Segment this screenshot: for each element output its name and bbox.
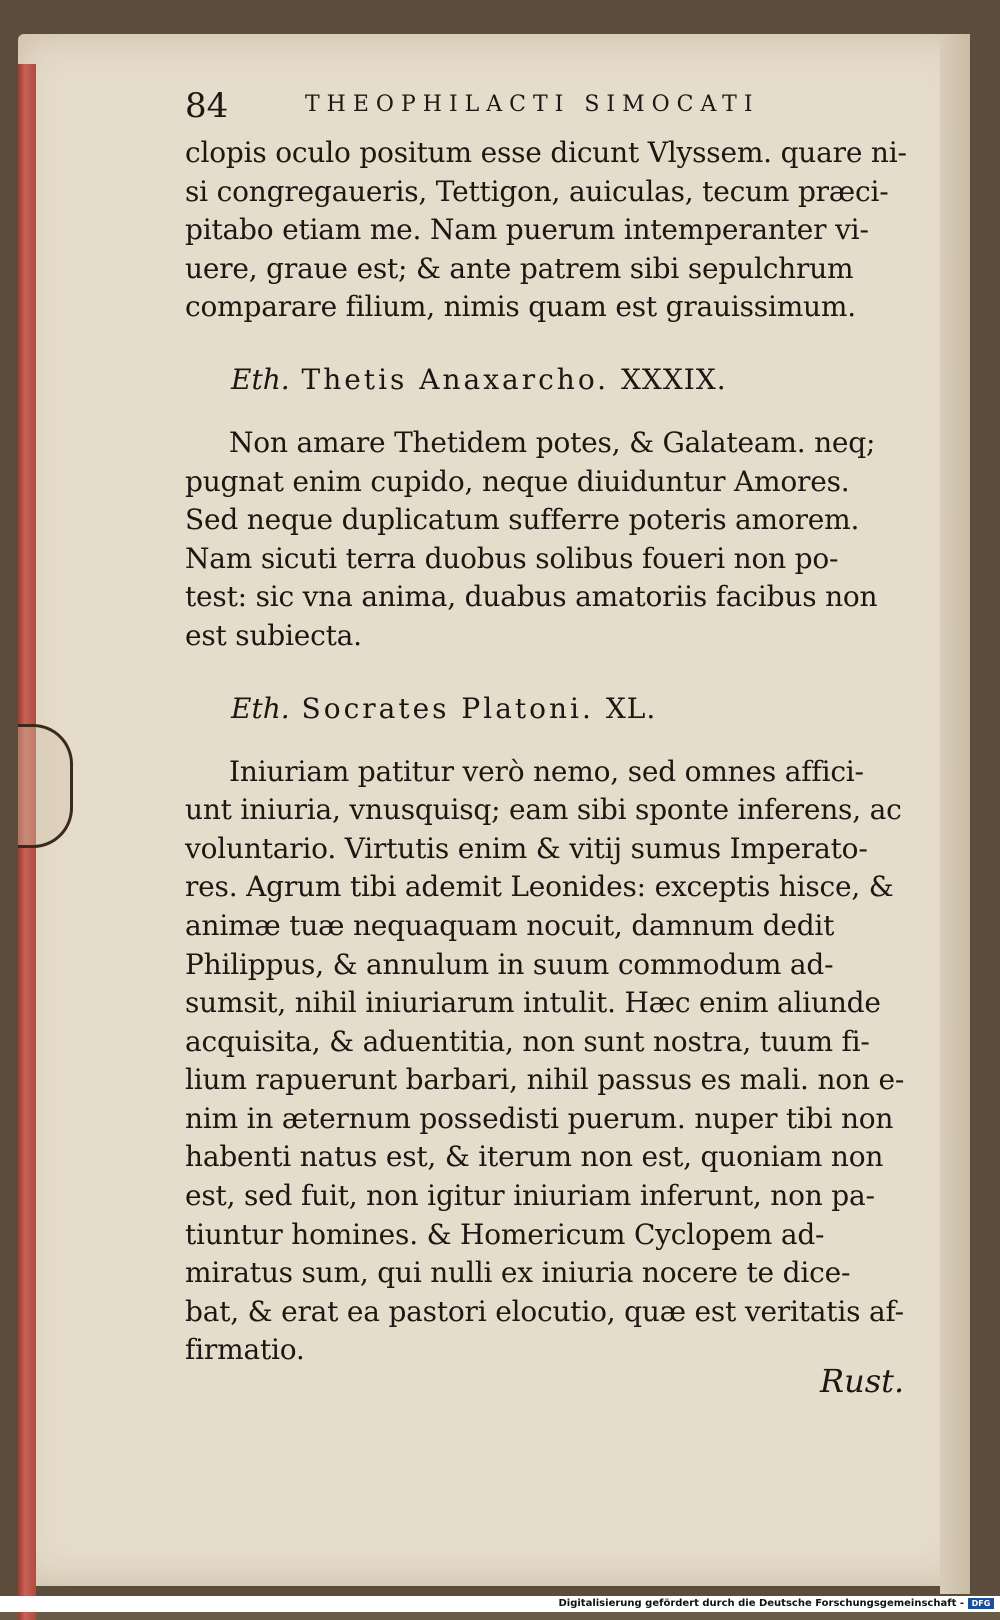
page-header [185,80,915,134]
book-clasp [18,724,73,848]
running-head: THEOPHILACTI SIMOCATI [305,92,760,117]
letter-body [185,424,915,656]
text-line: est subiecta. [185,618,362,652]
text-line: Sed neque duplicatum sufferre poteris amorem. [185,503,860,537]
text-line: Non amare Thetidem potes, & Galateam. neq; [229,425,876,459]
text-line: uere, graue est; & ante patrem sibi sepulchrum [185,251,854,285]
text-line: sumsit, nihil iniuriarum intulit. Hæc enim aliunde [185,986,881,1020]
catchword: Rust. [820,1362,905,1400]
text-line: Iniuriam patitur verò nemo, sed omnes affici- [229,754,864,788]
page-edge-right [940,34,970,1594]
text-line: clopis oculo positum esse dicunt Vlyssem. quare ni- [185,136,907,169]
letter-prefix: Eth. [231,691,290,725]
text-line: voluntario. Virtutis enim & vitij sumus Imperato- [185,831,868,865]
text-line: firmatio. [185,1333,305,1367]
text-line: bat, & erat ea pastori elocutio, quæ est veritatis af- [185,1294,904,1328]
page-number: 84 [185,86,229,126]
text-line: est, sed fuit, non igitur iniuriam inferunt, non pa- [185,1179,875,1213]
text-line: pitabo etiam me. Nam puerum intemperanter vi- [185,213,869,247]
letter-number: XL. [605,691,657,725]
text-line: habenti natus est, & iterum non est, quoniam non [185,1140,884,1174]
text-line: test: sic vna anima, duabus amatoriis facibus non [185,580,878,614]
letter-number: XXXIX. [621,362,727,396]
dfg-logo-icon: DFG [968,1598,994,1609]
text-line: acquisita, & aduentitia, non sunt nostra, tuum fi- [185,1024,870,1058]
funding-credit: Digitalisierung gefördert durch die Deutsche Forschungsgemeinschaft - [558,1598,964,1609]
text-line: miratus sum, qui nulli ex iniuria nocere te dice- [185,1256,851,1290]
text-line: res. Agrum tibi ademit Leonides: exceptis hisce, & [185,870,894,904]
continuation-paragraph [185,134,915,327]
text-line: lium rapuerunt barbari, nihil passus es mali. non e- [185,1063,905,1097]
letter-prefix: Eth. [231,362,290,396]
letter-heading [231,363,915,396]
text-line: nim in æternum possedisti puerum. nuper tibi non [185,1101,894,1135]
text-line: pugnat enim cupido, neque diuiduntur Amores. [185,464,850,498]
letter-title: Thetis Anaxarcho. [301,362,610,396]
text-line: Philippus, & annulum in suum commodum ad- [185,947,834,981]
letter-body [185,753,915,1371]
letter-title: Socrates Platoni. [301,691,594,725]
text-line: Nam sicuti terra duobus solibus foueri non po- [185,541,839,575]
text-line: animæ tuæ nequaquam nocuit, damnum dedit [185,908,835,942]
text-line: si congregaueris, Tettigon, auiculas, tecum præci- [185,174,889,208]
text-line: comparare filium, nimis quam est grauissimum. [185,290,856,324]
text-line: unt iniuria, vnusquisq; eam sibi sponte inferens, ac [185,793,902,827]
text-line: tiuntur homines. & Homericum Cyclopem ad- [185,1217,825,1251]
letter-heading [231,692,915,725]
page-text [185,80,915,1370]
